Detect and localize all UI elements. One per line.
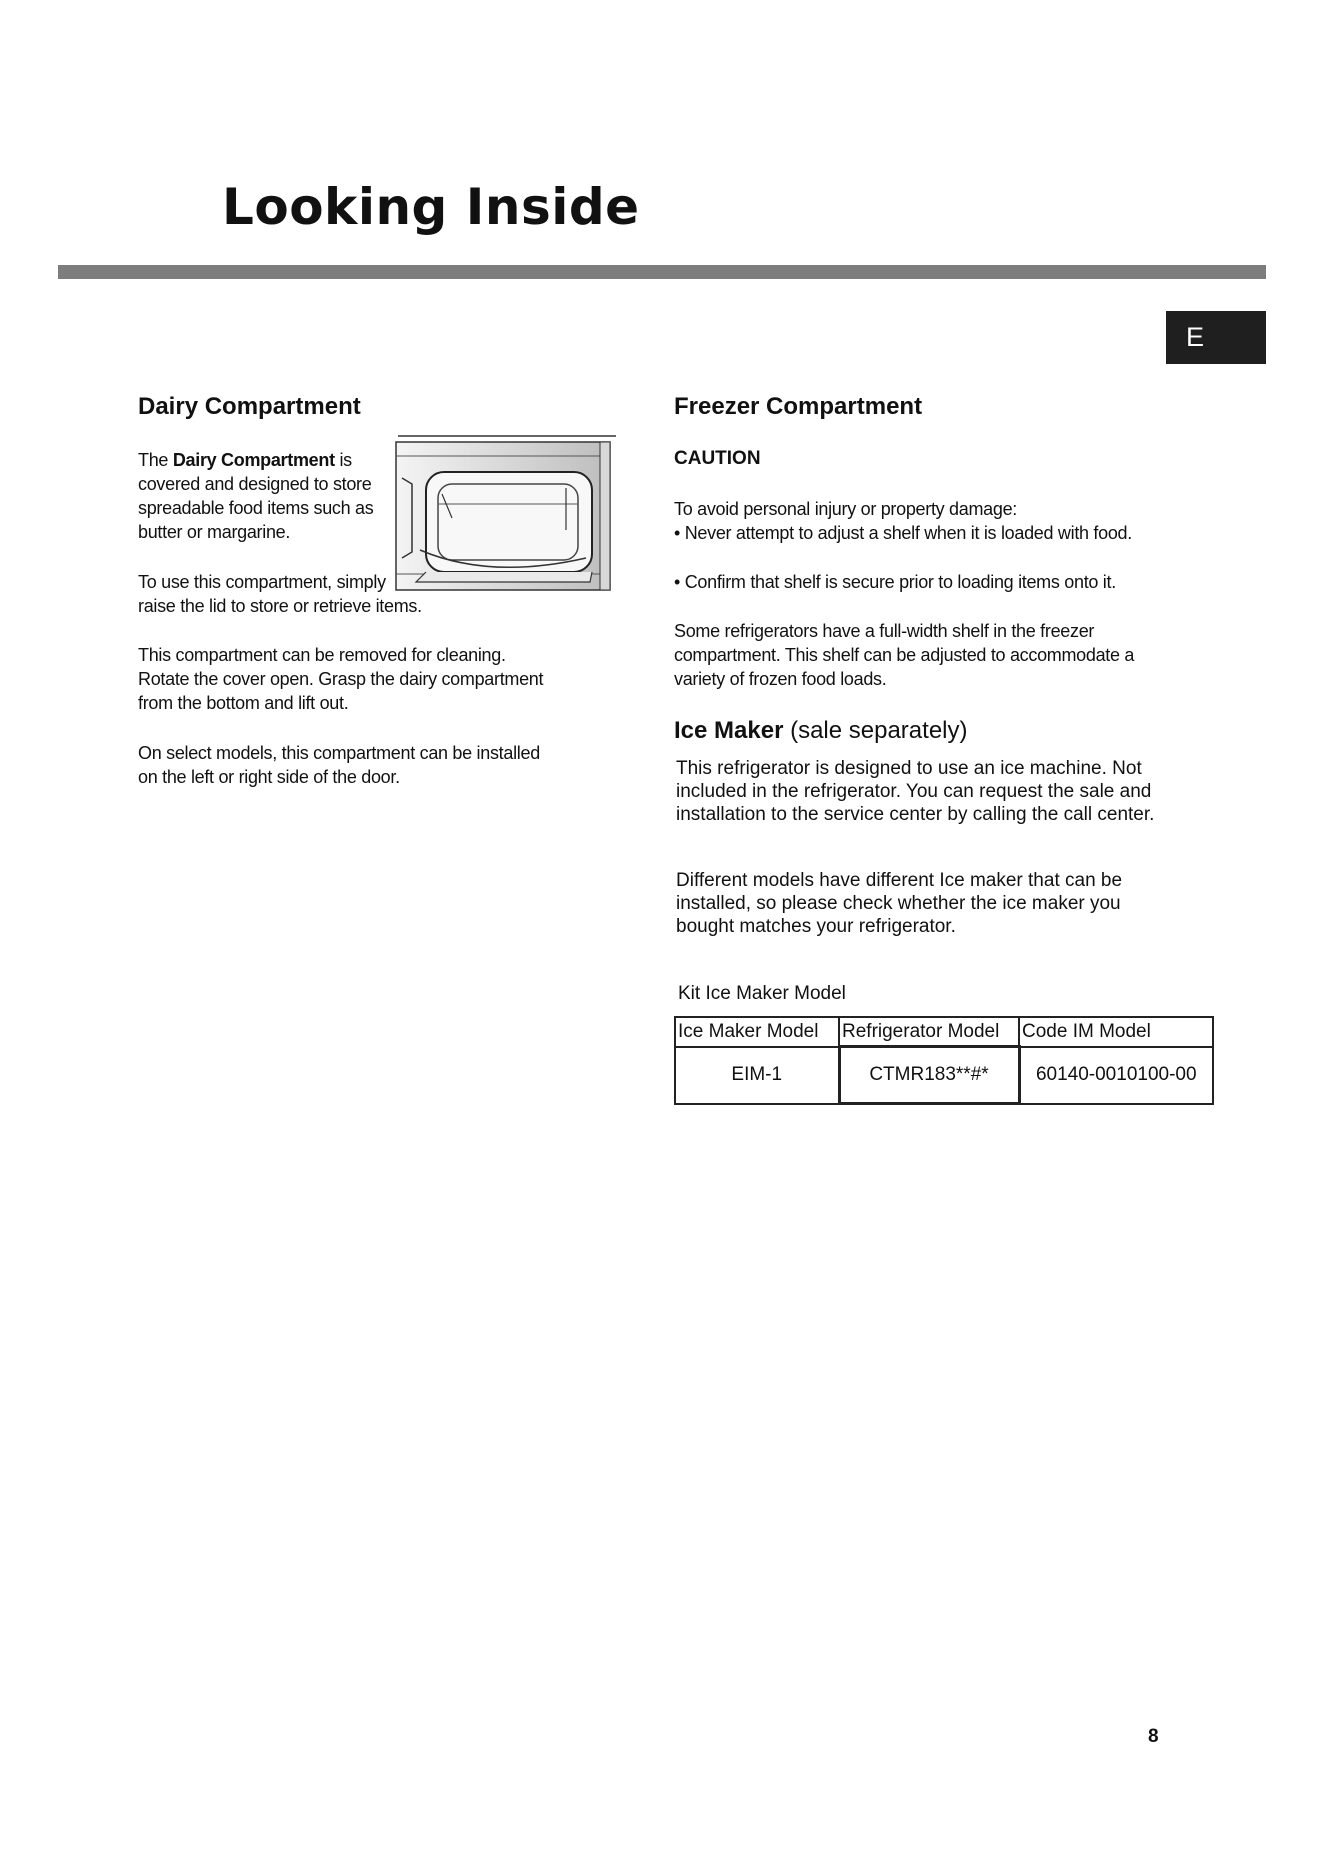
table-header-row (675, 1017, 1213, 1047)
ice-maker-p2-line2: installed, so please check whether the ice maker you (676, 893, 1121, 914)
page-number: 8 (1148, 1726, 1159, 1747)
dairy-compartment-illustration (390, 432, 616, 598)
ice-maker-p1-line2: included in the refrigerator. You can request the sale and (676, 781, 1152, 802)
freezer-shelf-line1: Some refrigerators have a full-width shelf in the freezer (674, 621, 1095, 641)
dairy-intro-line2: covered and designed to store (138, 474, 372, 494)
dairy-use-line1: To use this compartment, simply (138, 572, 386, 592)
table-cell: 60140-0010100-00 (1019, 1047, 1213, 1104)
dairy-intro-line4: butter or margarine. (138, 522, 291, 542)
language-tab: E (1166, 311, 1266, 364)
table-cell: CTMR183**#* (839, 1047, 1019, 1104)
dairy-intro-line3: spreadable food items such as (138, 498, 374, 518)
kit-label: Kit Ice Maker Model (678, 983, 846, 1004)
caution-label: CAUTION (674, 448, 761, 469)
ice-maker-p2-line1: Different models have different Ice maker that can be (676, 870, 1123, 891)
ice-maker-p1-line3: installation to the service center by calling the call center. (676, 804, 1155, 825)
dairy-remove-line1: This compartment can be removed for cleaning. (138, 645, 506, 665)
table-header: Refrigerator Model (839, 1017, 1019, 1047)
dairy-intro-line1: The Dairy Compartment is (138, 450, 352, 470)
freezer-avoid: To avoid personal injury or property damage: (674, 499, 1017, 519)
page-title: Looking Inside (222, 178, 640, 236)
dairy-heading: Dairy Compartment (138, 393, 361, 420)
table-header: Ice Maker Model (675, 1017, 839, 1047)
ice-maker-heading: Ice Maker (sale separately) (674, 717, 968, 744)
dairy-remove-line3: from the bottom and lift out. (138, 693, 349, 713)
freezer-shelf-line3: variety of frozen food loads. (674, 669, 887, 689)
dairy-use-line2: raise the lid to store or retrieve items. (138, 596, 422, 616)
freezer-shelf-line2: compartment. This shelf can be adjusted to accommodate a (674, 645, 1135, 665)
table-row (675, 1047, 1213, 1104)
dairy-models-line1: On select models, this compartment can be installed (138, 743, 540, 763)
table-cell: EIM-1 (675, 1047, 839, 1104)
table-header: Code IM Model (1019, 1017, 1213, 1047)
kit-ice-maker-table (674, 1016, 1214, 1105)
dairy-models-line2: on the left or right side of the door. (138, 767, 400, 787)
freezer-bullet-2: • Confirm that shelf is secure prior to loading items onto it. (674, 572, 1116, 592)
dairy-remove-line2: Rotate the cover open. Grasp the dairy compartment (138, 669, 544, 689)
freezer-heading: Freezer Compartment (674, 393, 923, 420)
ice-maker-p2-line3: bought matches your refrigerator. (676, 916, 956, 937)
ice-maker-p1-line1: This refrigerator is designed to use an ice machine. Not (676, 758, 1142, 779)
freezer-bullet-1: • Never attempt to adjust a shelf when it is loaded with food. (674, 523, 1132, 543)
title-divider (58, 265, 1266, 279)
